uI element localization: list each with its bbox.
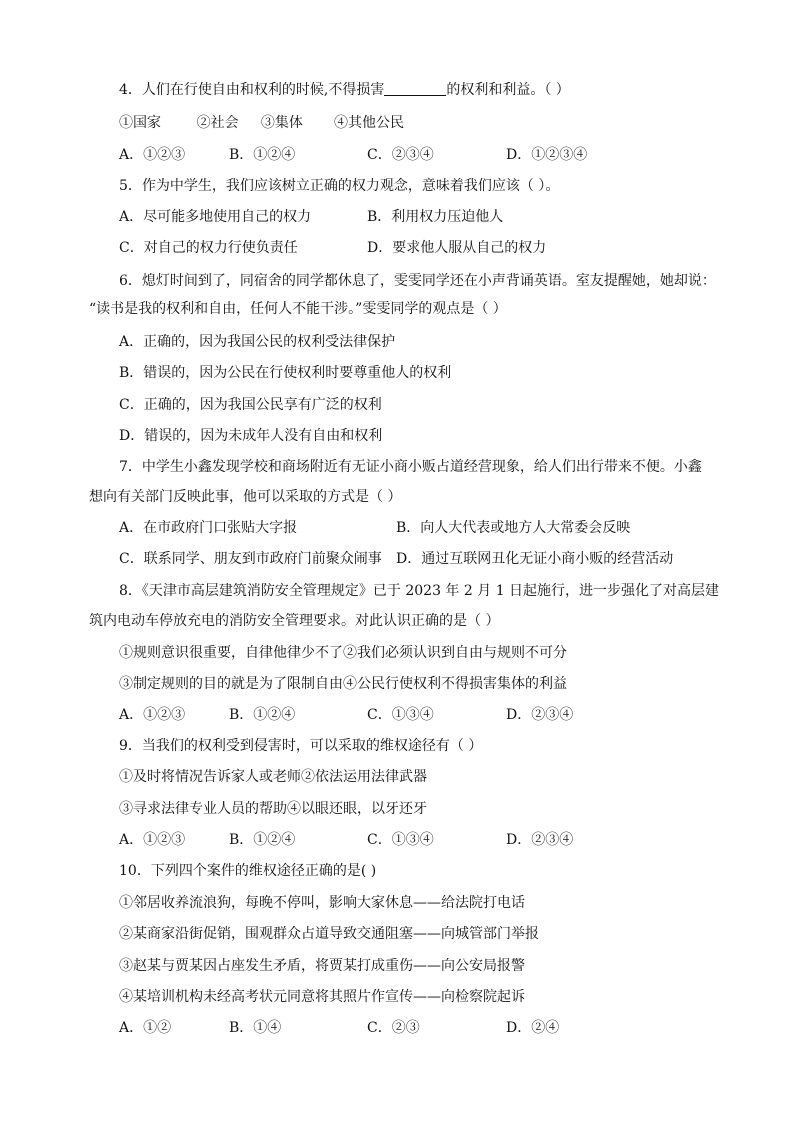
option-a: A．①② [119,1020,172,1036]
question-9-items-line1: ①及时将情况告诉家人或老师②依法运用法律武器 [119,769,427,785]
option-b: B．利用权力压迫他人 [367,209,504,225]
question-7-stem-line2: 想向有关部门反映此事，他可以采取的方式是（ ） [89,489,402,505]
option-b: B．①②④ [229,832,296,848]
option-d: D．②③④ [506,832,574,848]
question-7-stem-line1: 7．中学生小鑫发现学校和商场附近有无证小商小贩占道经营现象，给人们出行带来不便。小鑫 [119,459,702,475]
question-8-stem-line1: 8．《天津市高层建筑消防安全管理规定》已于 2023 年 2 月 1 日起施行，进一步强化了对高层建 [119,583,720,599]
option-c: C．②③ [367,1020,420,1036]
question-10-item-4: ④某培训机构未经高考状元同意将其照片作宣传——向检察院起诉 [119,989,525,1005]
question-8-items-line2: ③制定规则的目的就是为了限制自由④公民行使权利不得损害集体的利益 [119,676,567,692]
option-b: B．①④ [229,1020,282,1036]
question-6-stem-line1: 6．熄灯时间到了，同宿舍的同学都休息了，雯雯同学还在小声背诵英语。室友提醒她，她却说： [119,273,716,289]
question-10-stem: 10．下列四个案件的维权途径正确的是( ) [119,863,377,879]
option-d: D．通过互联网丑化无证小商小贩的经营活动 [396,551,674,567]
question-4-items: ①国家 ②社会 ③集体 ④其他公民 [119,115,405,131]
option-d: D．②④ [506,1020,560,1036]
option-a: A．①②③ [119,707,186,723]
question-6-stem-line2: “读书是我的权利和自由，任何人不能干涉。”雯雯同学的观点是（ ） [89,301,507,317]
option-a: A．尽可能多地使用自己的权力 [119,209,312,225]
option-b: B．①②④ [229,147,296,163]
option-a: A．①②③ [119,832,186,848]
question-10-options [119,1018,739,1038]
question-4-options [119,145,739,165]
question-5-options-row2 [119,238,739,258]
question-7-options-row2 [119,549,739,569]
question-10-item-2: ②某商家沿街促销，围观群众占道导致交通阻塞——向城管部门举报 [119,926,539,942]
option-c: C．联系同学、朋友到市政府门前聚众闹事 [119,551,382,567]
question-4-stem-start: 4．人们在行使自由和权利的时候,不得损害 [119,82,385,98]
question-4-stem-end: 的权利和利益。（ ） [446,82,570,98]
option-d: D．要求他人服从自己的权力 [367,240,547,256]
option-d: D．①②③④ [506,147,588,163]
option-c: C．①③④ [367,707,434,723]
option-d: D．错误的，因为未成年人没有自由和权利 [119,428,383,444]
question-8-options [119,705,739,725]
option-a: A．①②③ [119,147,186,163]
question-5-stem: 5．作为中学生，我们应该树立正确的权力观念，意味着我们应该（ ）。 [119,178,560,194]
option-c: C．对自己的权力行使负责任 [119,240,298,256]
question-10-item-1: ①邻居收养流浪狗，每晚不停叫，影响大家休息——给法院打电话 [119,895,525,911]
question-9-options [119,830,739,850]
question-9-items-line2: ③寻求法律专业人员的帮助④以眼还眼，以牙还牙 [119,801,427,817]
question-9-stem: 9．当我们的权利受到侵害时，可以采取的维权途径有（ ） [119,738,483,754]
question-4-stem [119,80,734,100]
option-a: A．正确的，因为我国公民的权利受法律保护 [119,334,396,350]
question-10-item-3: ③赵某与贾某因占座发生矛盾，将贾某打成重伤——向公安局报警 [119,958,525,974]
option-b: B．向人大代表或地方人大常委会反映 [396,520,631,536]
option-b: B．①②④ [229,707,296,723]
option-d: D．②③④ [506,707,574,723]
fill-blank [384,81,446,96]
option-b: B．错误的，因为公民在行使权利时要尊重他人的权利 [119,365,452,381]
question-5-options-row1 [119,207,739,227]
option-c: C．①③④ [367,832,434,848]
question-7-options-row1 [119,518,739,538]
option-c: C．正确的，因为我国公民享有广泛的权利 [119,397,382,413]
question-8-items-line1: ①规则意识很重要，自律他律少不了②我们必须认识到自由与规则不可分 [119,645,567,661]
option-a: A．在市政府门口张贴大字报 [119,520,298,536]
question-8-stem-line2: 筑内电动车停放充电的消防安全管理要求。对此认识正确的是（ ） [89,613,500,629]
option-c: C．②③④ [367,147,434,163]
